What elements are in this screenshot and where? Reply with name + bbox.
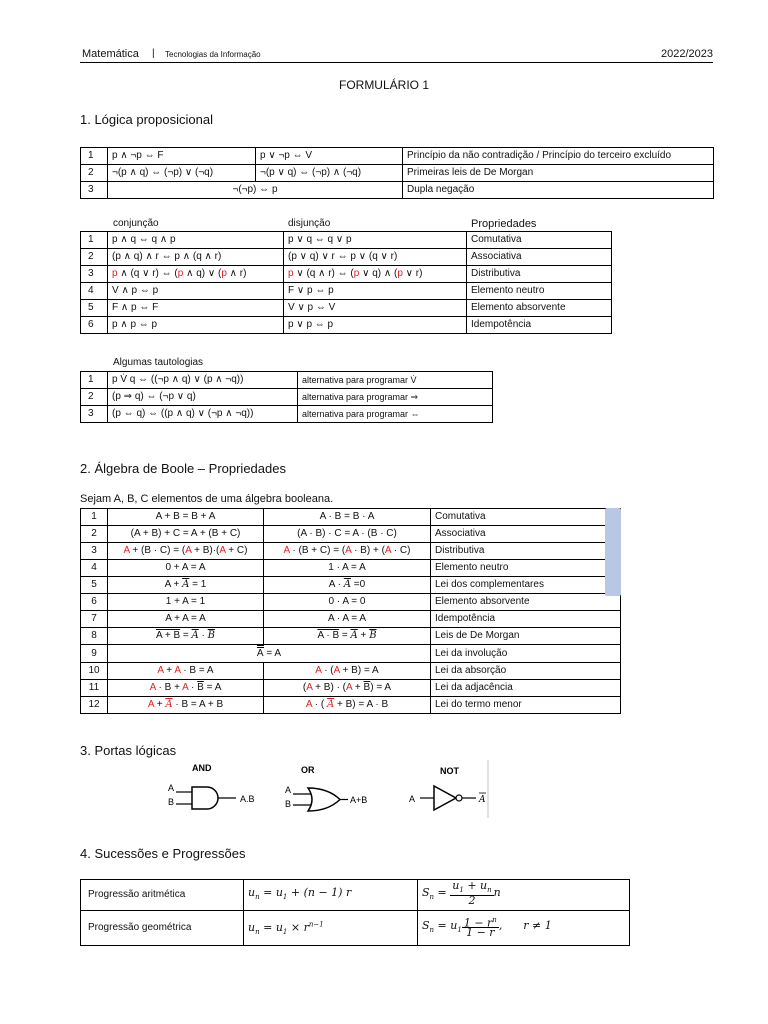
property-cell: Idempotência bbox=[431, 611, 621, 628]
not-output: A bbox=[479, 795, 486, 805]
boole-cell: A · ( $\overline{A} + B) = A \cdot B$ bbox=[264, 697, 431, 714]
row-number: 5 bbox=[81, 577, 108, 594]
table-row bbox=[81, 594, 621, 611]
table-row bbox=[81, 680, 621, 697]
not-bubble-icon bbox=[456, 795, 462, 801]
row-number: 3 bbox=[81, 182, 108, 199]
boole-table bbox=[80, 508, 621, 714]
row-number: 2 bbox=[81, 526, 108, 543]
row-number: 1 bbox=[81, 232, 108, 249]
row-number: 2 bbox=[81, 165, 108, 182]
boole-cell: $A + \overline{A} \cdot B = A + B$ bbox=[108, 697, 264, 714]
property-cell: Lei do termo menor bbox=[431, 697, 621, 714]
row-number: 1 bbox=[81, 148, 108, 165]
table-row bbox=[81, 911, 630, 946]
or-gate-title: OR bbox=[301, 765, 315, 775]
header-subject: Matemática bbox=[82, 48, 139, 60]
highlight-var: p bbox=[177, 268, 184, 279]
column-header-propriedades: Propriedades bbox=[471, 218, 537, 230]
row-number: 4 bbox=[81, 283, 108, 300]
boole-cell: $A + \overline{A} = 1$ bbox=[108, 577, 264, 594]
boole-cell: $A \cdot B = \overline{A} + \overline{B}$ bbox=[264, 628, 431, 645]
row-number: 2 bbox=[81, 389, 108, 406]
property-cell: Lei dos complementares bbox=[431, 577, 621, 594]
tautologies-caption: Algumas tautologias bbox=[113, 357, 204, 368]
boole-cell: A + B = B + A bbox=[108, 509, 264, 526]
property-cell: Elemento neutro bbox=[431, 560, 621, 577]
table-row bbox=[81, 577, 621, 594]
general-term-cell: $u_n = u_1 \times r^{n-1}$ bbox=[244, 911, 418, 946]
table-row bbox=[81, 543, 621, 560]
general-term-cell: $u_n = u_1 + (n - 1)$ r bbox=[244, 880, 418, 911]
header-rule bbox=[80, 62, 713, 63]
description-cell: Dupla negação bbox=[403, 182, 714, 199]
table-row bbox=[81, 182, 714, 199]
conjunction-cell bbox=[108, 266, 284, 283]
logic-gates-figure bbox=[160, 758, 490, 820]
description-cell: alternativa para programar ⇒ bbox=[298, 389, 493, 406]
table-row bbox=[81, 526, 621, 543]
conjunction-cell: F ∧ p ⇔ F bbox=[108, 300, 284, 317]
boole-cell: A + A · B = A bbox=[108, 663, 264, 680]
disjunction-cell: F ∨ p ⇔ p bbox=[284, 283, 467, 300]
row-number: 6 bbox=[81, 594, 108, 611]
row-number: 4 bbox=[81, 560, 108, 577]
tautologies-table bbox=[80, 371, 493, 423]
or-input-b: B bbox=[285, 799, 292, 809]
property-cell: Leis de De Morgan bbox=[431, 628, 621, 645]
progression-label: Progressão aritmética bbox=[81, 880, 244, 911]
row-number: 11 bbox=[81, 680, 108, 697]
formula-cell: p ∨ ¬p ⇔ V bbox=[256, 148, 403, 165]
property-cell: Idempotência bbox=[467, 317, 612, 334]
row-number: 3 bbox=[81, 406, 108, 423]
boole-cell: A · A = A bbox=[264, 611, 431, 628]
row-number: 10 bbox=[81, 663, 108, 680]
section-4-title: 4. Sucessões e Progressões bbox=[80, 846, 246, 861]
or-input-a: A bbox=[285, 785, 292, 795]
description-cell: alternativa para programar V̇ bbox=[298, 372, 493, 389]
formula-part: ∨ q) ∧ ( bbox=[359, 268, 398, 279]
boole-cell: A · B = B · A bbox=[264, 509, 431, 526]
disjunction-cell: p ∨ q ⇔ q ∨ p bbox=[284, 232, 467, 249]
table-row bbox=[81, 317, 612, 334]
boole-cell: A + (B · C) = (A + B)·(A + C) bbox=[108, 543, 264, 560]
table-row bbox=[81, 509, 621, 526]
table-row bbox=[81, 611, 621, 628]
highlight-var: p bbox=[112, 268, 118, 279]
formula-cell: p ∧ ¬p ⇔ F bbox=[108, 148, 256, 165]
description-cell: Princípio da não contradição / Princípio do terceiro excluído bbox=[403, 148, 714, 165]
boole-cell: $(A + B) \cdot (A + \overline{B}) = A$ bbox=[264, 680, 431, 697]
sum-cell: $S_n$ = $\frac{u_1 + u_n}{2}$ n bbox=[418, 880, 630, 911]
table-row bbox=[81, 165, 714, 182]
table-row bbox=[81, 300, 612, 317]
and-input-a: A bbox=[168, 783, 175, 793]
disjunction-cell: p ∨ p ⇔ p bbox=[284, 317, 467, 334]
progression-label: Progressão geométrica bbox=[81, 911, 244, 946]
row-number: 12 bbox=[81, 697, 108, 714]
description-cell: alternativa para programar ⇔ bbox=[298, 406, 493, 423]
document-title: FORMULÁRIO 1 bbox=[338, 78, 429, 92]
table-row bbox=[81, 406, 493, 423]
section-2-intro: Sejam A, B, C elementos de uma álgebra booleana. bbox=[80, 493, 334, 505]
property-cell: Associativa bbox=[467, 249, 612, 266]
formula-part: ∧ r) bbox=[226, 268, 247, 279]
table-row bbox=[81, 560, 621, 577]
table-row bbox=[81, 148, 714, 165]
not-gate-title: NOT bbox=[440, 766, 459, 776]
property-cell: Elemento neutro bbox=[467, 283, 612, 300]
or-output: A+B bbox=[350, 795, 368, 805]
and-gate-title: AND bbox=[192, 763, 212, 773]
boole-cell: A + A = A bbox=[108, 611, 264, 628]
formula-part: ∧ (q ∨ r) ⇔ ( bbox=[117, 268, 178, 279]
highlight-var: p bbox=[353, 268, 360, 279]
highlight-var: p bbox=[221, 268, 227, 279]
table-row bbox=[81, 697, 621, 714]
row-number: 3 bbox=[81, 543, 108, 560]
formula-part: ∨ r) bbox=[402, 268, 423, 279]
logic-gates-svg bbox=[160, 758, 490, 820]
property-cell: Distributiva bbox=[467, 266, 612, 283]
row-number: 1 bbox=[81, 372, 108, 389]
row-number: 7 bbox=[81, 611, 108, 628]
boole-cell: 1 + A = 1 bbox=[108, 594, 264, 611]
table-row bbox=[81, 880, 630, 911]
table-row bbox=[81, 645, 621, 663]
row-number: 8 bbox=[81, 628, 108, 645]
property-cell: Lei da involução bbox=[431, 645, 621, 663]
and-output: A.B bbox=[240, 794, 255, 804]
sum-cell: $S_n = u_1$ $\frac{1 - r^n}{1 - r}$ , r ≠ 1 bbox=[418, 911, 630, 946]
header-year: 2022/2023 bbox=[661, 48, 713, 60]
boole-cell: A = A bbox=[108, 645, 431, 663]
header-separator: | bbox=[152, 48, 155, 59]
row-number: 1 bbox=[81, 509, 108, 526]
boole-cell: (A + B) + C = A + (B + C) bbox=[108, 526, 264, 543]
and-input-b: B bbox=[168, 797, 175, 807]
table-row bbox=[81, 283, 612, 300]
boole-cell: 0 · A = 0 bbox=[264, 594, 431, 611]
property-cell: Distributiva bbox=[431, 543, 621, 560]
table-row bbox=[81, 372, 493, 389]
logic-table-1 bbox=[80, 147, 714, 199]
section-3-title: 3. Portas lógicas bbox=[80, 743, 177, 758]
formula-cell: (p ⇒ q) ⇔ (¬p ∨ q) bbox=[108, 389, 298, 406]
table-row bbox=[81, 232, 612, 249]
and-gate-icon bbox=[192, 787, 218, 809]
scrollbar-thumb[interactable] bbox=[605, 508, 621, 596]
property-cell: Elemento absorvente bbox=[467, 300, 612, 317]
logic-table-2 bbox=[80, 231, 612, 334]
property-cell: Lei da absorção bbox=[431, 663, 621, 680]
disjunction-cell bbox=[284, 266, 467, 283]
table-row bbox=[81, 266, 612, 283]
conjunction-cell: (p ∧ q) ∧ r ⇔ p ∧ (q ∧ r) bbox=[108, 249, 284, 266]
boole-cell: 0 + A = A bbox=[108, 560, 264, 577]
row-number: 9 bbox=[81, 645, 108, 663]
highlight-var: p bbox=[397, 268, 403, 279]
description-cell: Primeiras leis de De Morgan bbox=[403, 165, 714, 182]
highlight-var: p bbox=[288, 268, 294, 279]
table-row bbox=[81, 628, 621, 645]
property-cell: Lei da adjacência bbox=[431, 680, 621, 697]
property-cell: Elemento absorvente bbox=[431, 594, 621, 611]
section-2-title: 2. Álgebra de Boole – Propriedades bbox=[80, 461, 286, 476]
progressions-table bbox=[80, 879, 630, 946]
boole-cell: $A \cdot \overline{A} =0$ bbox=[264, 577, 431, 594]
row-number: 5 bbox=[81, 300, 108, 317]
disjunction-cell: V ∨ p ⇔ V bbox=[284, 300, 467, 317]
boole-cell: (A · B) · C = A · (B · C) bbox=[264, 526, 431, 543]
column-header-conjuncao: conjunção bbox=[113, 218, 159, 229]
boole-cell: $A \cdot B + A \cdot \overline{B} = A$ bbox=[108, 680, 264, 697]
conjunction-cell: V ∧ p ⇔ p bbox=[108, 283, 284, 300]
row-number: 3 bbox=[81, 266, 108, 283]
formula-cell: p V̇ q ⇔ ((¬p ∧ q) ∨ (p ∧ ¬q)) bbox=[108, 372, 298, 389]
formula-part: ∨ (q ∧ r) ⇔ ( bbox=[293, 268, 354, 279]
row-number: 2 bbox=[81, 249, 108, 266]
formula-cell: (p ⇔ q) ⇔ ((p ∧ q) ∨ (¬p ∧ ¬q)) bbox=[108, 406, 298, 423]
boole-cell: $A + B = \overline{A} \cdot \overline{B}$ bbox=[108, 628, 264, 645]
header-course: Tecnologias da Informação bbox=[165, 50, 261, 59]
table-row bbox=[81, 663, 621, 680]
table-row bbox=[81, 389, 493, 406]
conjunction-cell: p ∧ p ⇔ p bbox=[108, 317, 284, 334]
section-1-title: 1. Lógica proposicional bbox=[80, 112, 213, 127]
property-cell: Associativa bbox=[431, 526, 621, 543]
property-cell: Comutativa bbox=[467, 232, 612, 249]
boole-cell: A · (B + C) = (A · B) + (A · C) bbox=[264, 543, 431, 560]
disjunction-cell: (p ∨ q) ∨ r ⇔ p ∨ (q ∨ r) bbox=[284, 249, 467, 266]
conjunction-cell: p ∧ q ⇔ q ∧ p bbox=[108, 232, 284, 249]
property-cell: Comutativa bbox=[431, 509, 621, 526]
row-number: 6 bbox=[81, 317, 108, 334]
formula-cell: ¬(¬p) ⇔ p bbox=[108, 182, 403, 199]
formula-cell: ¬(p ∨ q) ⇔ (¬p) ∧ (¬q) bbox=[256, 165, 403, 182]
not-input: A bbox=[409, 794, 416, 804]
table-row bbox=[81, 249, 612, 266]
formula-part: ∧ q) ∨ ( bbox=[183, 268, 222, 279]
formula-cell: ¬(p ∧ q) ⇔ (¬p) ∨ (¬q) bbox=[108, 165, 256, 182]
boole-cell: 1 · A = A bbox=[264, 560, 431, 577]
column-header-disjuncao: disjunção bbox=[288, 218, 331, 229]
boole-cell: A · (A + B) = A bbox=[264, 663, 431, 680]
